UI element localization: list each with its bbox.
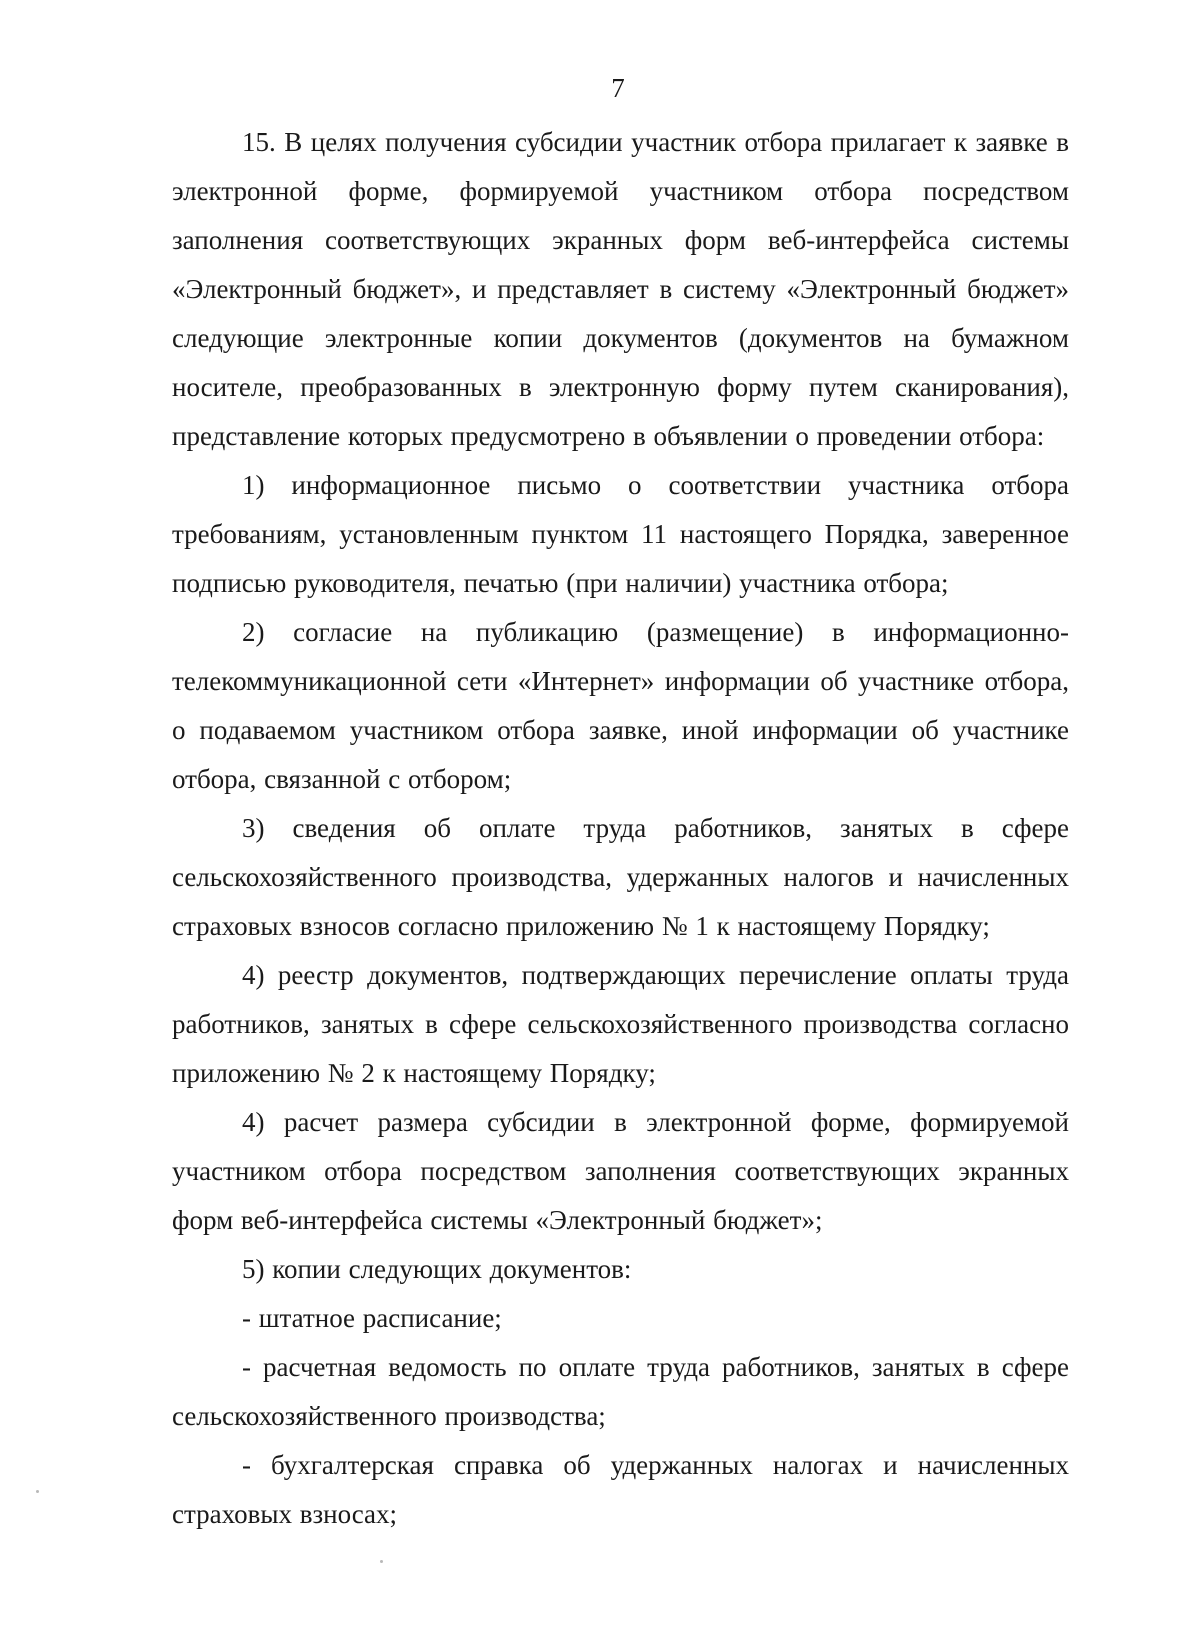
list-item-5: 5) копии следующих документов: [242,1254,632,1284]
scan-speck [380,1560,383,1563]
sub-item-accounting-note: - бухгалтерская справка об удержанных налогах и начисленных страховых взносах; [172,1450,1069,1529]
sub-item-payroll-statement: - расчетная ведомость по оплате труда работников, занятых в сфере сельскохозяйственного производства; [172,1352,1069,1431]
scan-speck [36,1490,39,1493]
list-item-3: 3) сведения об оплате труда работников, занятых в сфере сельскохозяйственного производства, удержанных налогов и начисленных страховых взносов согласно приложению № 1 к настоящему Порядку; [172,813,1069,941]
list-item-4-registry: 4) реестр документов, подтверждающих перечисление оплаты труда работников, занятых в сфере сельскохозяйственного производства согласно приложению № 2 к настоящему Порядку; [172,960,1069,1088]
paragraph-15: 15. В целях получения субсидии участник отбора прилагает к заявке в электронной форме, формируемой участником отбора посредством заполнения соответствующих экранных форм веб-интерфейса системы «Электронный бюджет», и представляет в систему «Электронный бюджет» следующие электронные копии документов (документов на бумажном носителе, преобразованных в электронную форму путем сканирования), представление которых предусмотрено в объявлении о проведении отбора: [172,127,1069,451]
sub-item-staff-schedule: - штатное расписание; [242,1303,502,1333]
list-item-1: 1) информационное письмо о соответствии участника отбора требованиям, установленным пунктом 11 настоящего Порядка, заверенное подписью руководителя, печатью (при наличии) участника отбора; [172,470,1069,598]
document-body [172,118,1069,1539]
page-number: 7 [611,73,625,103]
list-item-4-calculation: 4) расчет размера субсидии в электронной форме, формируемой участником отбора посредством заполнения соответствующих экранных форм веб-интерфейса системы «Электронный бюджет»; [172,1107,1069,1235]
list-item-2: 2) согласие на публикацию (размещение) в информационно-телекоммуникационной сети «Интернет» информации об участнике отбора, о подаваемом участником отбора заявке, иной информации об участнике отбора, связанной с отбором; [172,617,1069,794]
